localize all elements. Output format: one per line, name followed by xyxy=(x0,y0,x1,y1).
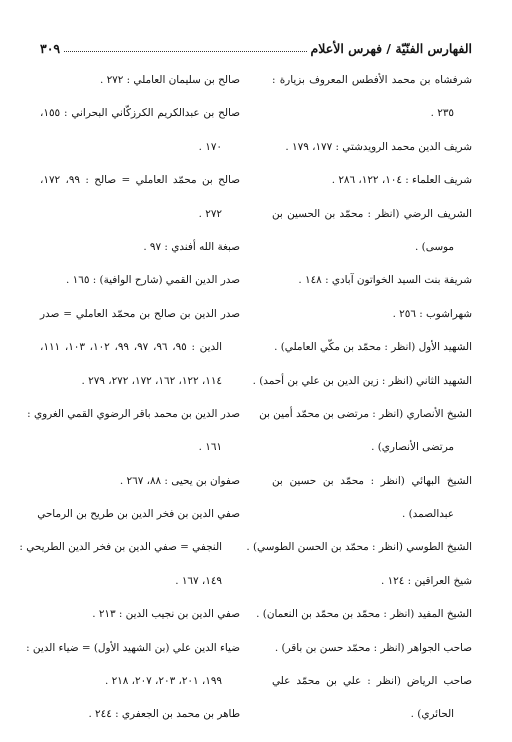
index-entry-line: صالح بن سليمان العاملي : ٢٧٢ . xyxy=(99,74,240,86)
index-entry-line: الشيخ الأنصاري (انظر : مرتضى بن محمّد أمين بن xyxy=(259,407,472,420)
index-entry-line: صدر الدين بن محمد باقر الرضوي القمي الغروي : xyxy=(27,407,240,420)
index-entry xyxy=(40,598,240,631)
index-entry-line: صفي الدين بن نجيب الدين : ٢١٣ . xyxy=(92,608,240,621)
index-entry-line: صدر الدين القمي (شارح الوافية) : ١٦٥ . xyxy=(66,274,240,287)
index-entry-continuation: ٢٣٥ . xyxy=(430,107,454,120)
index-entry xyxy=(40,465,240,498)
index-entry-line: الشهيد الثاني (انظر : زين الدين بن علي بن أحمد) . xyxy=(252,374,472,387)
index-entry-line: صالح بن عبدالكريم الكرزكّاني البحراني : ١٥٥، xyxy=(40,107,240,120)
index-entry-line: صاحب الجواهر (انظر : محمّد حسن بن باقر) . xyxy=(274,641,472,654)
index-entry xyxy=(40,164,240,231)
index-entry-continuation: الدين : ٩٥، ٩٦، ٩٧، ٩٩، ١٠٢، ١٠٣، ١١١، xyxy=(40,341,222,354)
index-entry-line: صالح بن محمّد العاملي = صالح : ٩٩، ١٧٢، xyxy=(40,174,240,187)
index-entry xyxy=(27,398,240,465)
index-column-right xyxy=(246,64,472,732)
index-entry-continuation: عبدالصمد) . xyxy=(402,508,454,521)
index-entry-continuation: مرتضى الأنصاري) . xyxy=(371,441,454,454)
index-entry xyxy=(256,598,472,631)
index-entry-line: شهراشوب : ٢٥٦ . xyxy=(392,307,472,320)
index-entry-continuation: النجفي = صفي الدين بن فخر الدين الطريحي : xyxy=(19,541,222,554)
index-entry-line: شرفشاه بن محمد الأفطس المعروف بزيارة : xyxy=(272,74,472,86)
index-entry xyxy=(246,531,472,564)
index-entry xyxy=(40,698,240,731)
index-entry xyxy=(272,264,472,297)
index-entry-line: الشيخ المفيد (انظر : محمّد بن محمّد بن النعمان) . xyxy=(256,608,472,621)
index-entry-continuation: ١٧٠ . xyxy=(198,140,222,153)
index-entry-line: شيخ العراقين : ١٢٤ . xyxy=(380,574,472,587)
index-entry-line: طاهر بن محمد بن الجعفري : ٢٤٤ . xyxy=(88,708,240,721)
index-entry xyxy=(252,365,472,398)
index-entry-line: الشيخ البهائي (انظر : محمّد بن حسين بن xyxy=(272,474,472,487)
page-number: ٣٠٩ xyxy=(40,41,61,56)
header-title: الفهارس الفنّيّة / فهرس الأعلام xyxy=(310,41,472,56)
index-entry-line: الشهيد الأول (انظر : محمّد بن مكّي العاملي) . xyxy=(274,341,472,354)
index-entry-continuation: ١١٤، ١٢٢، ١٦٢، ١٧٢، ٢٧٢، ٢٧٩ . xyxy=(81,374,222,387)
index-entry xyxy=(272,665,472,732)
index-entry xyxy=(272,465,472,532)
index-entry-line: صفي الدين بن فخر الدين بن طريح بن الرماحي xyxy=(37,508,240,521)
index-entry xyxy=(40,264,240,297)
index-entry xyxy=(19,498,240,598)
index-entry xyxy=(272,331,472,364)
index-entry-line: شريف الدين محمد الرويدشتي : ١٧٧، ١٧٩ . xyxy=(285,140,472,153)
index-entry xyxy=(40,231,240,264)
index-entry-line: صبغة الله أفندي : ٩٧ . xyxy=(143,240,240,253)
index-entry-continuation: الحائري) . xyxy=(410,708,454,721)
index-entry xyxy=(272,164,472,197)
index-entry-line: شريف العلماء : ١٠٤، ١٢٢، ٢٨٦ . xyxy=(331,174,472,187)
index-entry xyxy=(272,632,472,665)
index-entry-line: صفوان بن يحيى : ٨٨، ٢٦٧ . xyxy=(119,474,240,487)
index-entry-line: صاحب الرياض (انظر : علي بن محمّد علي xyxy=(272,675,472,688)
index-entry xyxy=(26,632,240,699)
index-entry xyxy=(272,64,472,131)
index-entry xyxy=(272,298,472,331)
header-dot-leader xyxy=(64,50,306,52)
index-entry-line: شريفة بنت السيد الخواتون آبادي : ١٤٨ . xyxy=(298,274,472,287)
index-entry-continuation: ١٦١ . xyxy=(198,441,222,454)
index-entry xyxy=(40,64,240,97)
index-entry xyxy=(259,398,472,465)
index-entry-line: صدر الدين بن صالح بن محمّد العاملي = صدر xyxy=(40,307,240,320)
index-entry-continuation: ٢٧٢ . xyxy=(198,207,222,220)
running-header xyxy=(40,34,472,56)
index-entry-line: الشيخ الطوسي (انظر : محمّد بن الحسن الطوسي) . xyxy=(246,541,472,554)
index-entry-continuation: ١٩٩، ٢٠١، ٢٠٣، ٢٠٧، ٢١٨ . xyxy=(104,675,222,688)
index-entry xyxy=(272,131,472,164)
index-entry xyxy=(40,97,240,164)
index-entry xyxy=(272,198,472,265)
index-entry-line: ضياء الدين علي (بن الشهيد الأول) = ضياء الدين : xyxy=(26,641,240,654)
index-entry-continuation: ١٤٩، ١٦٧ . xyxy=(175,574,222,587)
index-column-left xyxy=(19,64,240,732)
index-entry-continuation: موسى) . xyxy=(415,240,454,253)
index-entry xyxy=(40,298,240,398)
index-entry xyxy=(272,565,472,598)
index-entry-line: الشريف الرضي (انظر : محمّد بن الحسين بن xyxy=(272,207,472,220)
